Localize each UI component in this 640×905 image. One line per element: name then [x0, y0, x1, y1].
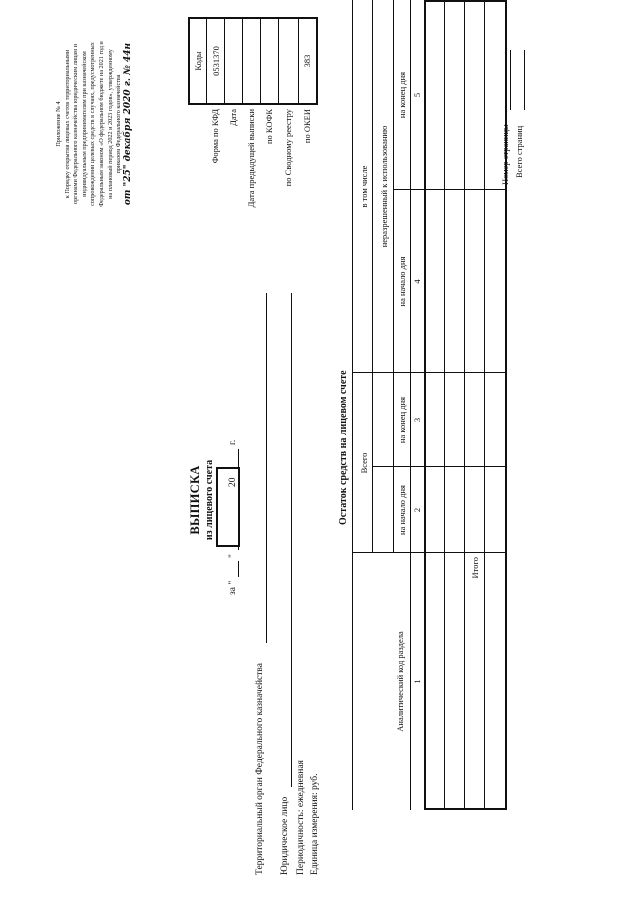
- col-num: 5: [412, 92, 422, 98]
- total-label: Итого: [470, 557, 480, 579]
- code-label: по Сводному реестру: [283, 109, 293, 187]
- page-number-label: Номер страницы: [500, 124, 510, 185]
- code-value-kfd: 0531370: [211, 46, 221, 76]
- header-line: Федеральным законом «О федеральном бюджете на 2021 год и: [97, 41, 105, 207]
- order-reference: от "25" декабря 2020 г. № 44н: [122, 42, 133, 206]
- header-line: органами Федерального казначейства юридическим лицам и: [72, 44, 80, 204]
- code-label: по КОФК: [264, 109, 274, 145]
- period-year: 20: [228, 477, 238, 487]
- col-incl-header: в том числе: [359, 165, 369, 208]
- col-start-unused: на начало дня: [397, 256, 407, 307]
- col-num: 2: [412, 507, 422, 513]
- code-label: по ОКЕИ: [302, 109, 312, 144]
- table-caption: Остаток средств на лицевом счете: [338, 370, 349, 525]
- codes-header: Коды: [193, 51, 203, 71]
- period-prefix: за ": [228, 580, 238, 595]
- field-unit: Единица измерения: руб.: [310, 773, 320, 875]
- period-day-box[interactable]: [216, 467, 240, 547]
- page-subtitle: из лицевого счета: [204, 459, 215, 541]
- header-line: приказом Федерального казначейства: [115, 74, 123, 174]
- code-value-okei: 383: [302, 54, 312, 68]
- period-quote: ": [228, 554, 238, 558]
- period-suffix: г.: [228, 439, 238, 445]
- col-unused-header: неразрешенный к использованию: [379, 125, 389, 248]
- header-line: индивидуальным предпринимателям при казначейском: [80, 51, 88, 197]
- col-start-total: на начало дня: [397, 485, 407, 535]
- header-line: сопровождении целевых средств в случаях, предусмотренных: [89, 42, 97, 206]
- field-organ: Территориальный орган Федерального казначейства: [255, 663, 265, 875]
- header-line: на плановый период 2022 и 2023 годов», утвержденному: [106, 49, 114, 199]
- header-line: к Порядку открытия лицевых счетов территориальными: [63, 49, 71, 199]
- col-total-header: Всего: [359, 452, 369, 474]
- code-label: Дата: [228, 109, 238, 126]
- page-title: ВЫПИСКА: [188, 465, 202, 535]
- col-end-total: на конец дня: [397, 396, 407, 444]
- col-num: 3: [412, 417, 422, 423]
- col-num: 4: [412, 279, 422, 284]
- col-num: 1: [412, 679, 422, 684]
- pages-total-label: Всего страниц: [514, 125, 524, 178]
- code-label: Дата предыдущей выписки: [246, 109, 256, 208]
- data-rows-frame[interactable]: [424, 0, 507, 810]
- field-entity: Юридическое лицо: [280, 796, 290, 875]
- field-periodicity: Периодичность: ежедневная: [296, 760, 306, 875]
- col-end-unused: на конец дня: [397, 71, 407, 119]
- header-line: Приложение № 4: [55, 101, 62, 147]
- appendix-header: [55, 5, 132, 243]
- col-code-header: Аналитический код раздела: [395, 631, 405, 732]
- code-label: Форма по КФД: [210, 109, 220, 164]
